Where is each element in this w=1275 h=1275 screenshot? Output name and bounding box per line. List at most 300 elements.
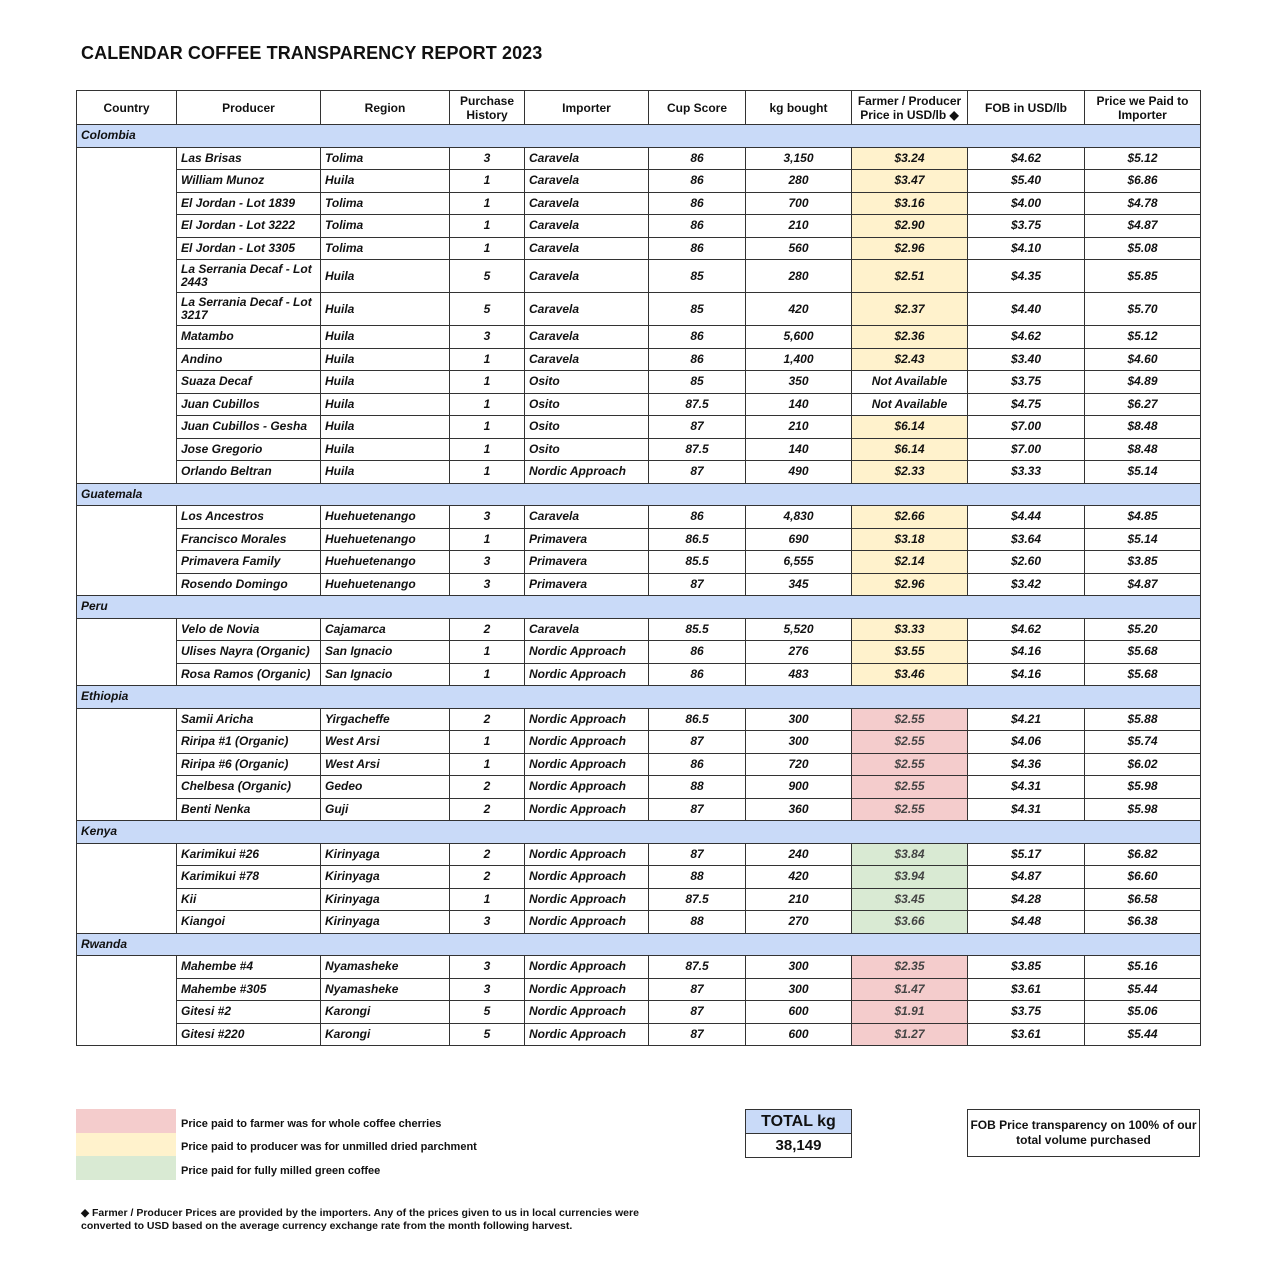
kg-bought-cell: 240 bbox=[746, 843, 852, 866]
cup-score-cell: 87 bbox=[649, 798, 746, 821]
price-paid-cell: $6.38 bbox=[1085, 911, 1201, 934]
producer-cell: Los Ancestros bbox=[177, 506, 321, 529]
kg-bought-cell: 4,830 bbox=[746, 506, 852, 529]
kg-bought-cell: 300 bbox=[746, 731, 852, 754]
country-spacer-cell bbox=[77, 1001, 177, 1024]
farmer-price-cell: $6.14 bbox=[852, 416, 968, 439]
purchase-history-cell: 2 bbox=[450, 798, 525, 821]
cup-score-cell: 86 bbox=[649, 506, 746, 529]
region-cell: Huehuetenango bbox=[321, 528, 450, 551]
producer-cell: Karimikui #78 bbox=[177, 866, 321, 889]
purchase-history-cell: 1 bbox=[450, 461, 525, 484]
importer-cell: Primavera bbox=[525, 573, 649, 596]
farmer-price-cell: $2.66 bbox=[852, 506, 968, 529]
fob-price-cell: $5.17 bbox=[968, 843, 1085, 866]
kg-bought-cell: 6,555 bbox=[746, 551, 852, 574]
importer-cell: Nordic Approach bbox=[525, 798, 649, 821]
fob-price-cell: $3.75 bbox=[968, 1001, 1085, 1024]
fob-price-cell: $3.75 bbox=[968, 215, 1085, 238]
fob-price-cell: $4.44 bbox=[968, 506, 1085, 529]
header-fob: FOB in USD/lb bbox=[968, 91, 1085, 125]
producer-cell: Rosa Ramos (Organic) bbox=[177, 663, 321, 686]
purchase-history-cell: 1 bbox=[450, 663, 525, 686]
price-paid-cell: $5.12 bbox=[1085, 147, 1201, 170]
cup-score-cell: 87 bbox=[649, 416, 746, 439]
farmer-price-cell: $1.91 bbox=[852, 1001, 968, 1024]
color-legend bbox=[76, 1109, 477, 1180]
report-title: CALENDAR COFFEE TRANSPARENCY REPORT 2023 bbox=[81, 43, 543, 63]
importer-cell: Caravela bbox=[525, 170, 649, 193]
cup-score-cell: 85 bbox=[649, 371, 746, 394]
farmer-price-cell: $3.24 bbox=[852, 147, 968, 170]
table-row bbox=[77, 293, 1201, 326]
region-cell: Huila bbox=[321, 260, 450, 293]
header-row bbox=[77, 91, 1201, 125]
region-cell: Nyamasheke bbox=[321, 956, 450, 979]
table-row bbox=[77, 393, 1201, 416]
header-farmer-price: Farmer / Producer Price in USD/lb ◆ bbox=[852, 91, 968, 125]
price-paid-cell: $5.08 bbox=[1085, 237, 1201, 260]
fob-price-cell: $3.61 bbox=[968, 978, 1085, 1001]
producer-cell: Riripa #1 (Organic) bbox=[177, 731, 321, 754]
cup-score-cell: 86 bbox=[649, 753, 746, 776]
farmer-price-cell: $3.47 bbox=[852, 170, 968, 193]
fob-price-cell: $4.62 bbox=[968, 326, 1085, 349]
producer-cell: Suaza Decaf bbox=[177, 371, 321, 394]
header-country: Country bbox=[77, 91, 177, 125]
purchase-history-cell: 3 bbox=[450, 911, 525, 934]
kg-bought-cell: 900 bbox=[746, 776, 852, 799]
purchase-history-cell: 1 bbox=[450, 753, 525, 776]
farmer-price-cell: $2.37 bbox=[852, 293, 968, 326]
price-paid-cell: $3.85 bbox=[1085, 551, 1201, 574]
cup-score-cell: 86 bbox=[649, 641, 746, 664]
cup-score-cell: 86 bbox=[649, 348, 746, 371]
country-spacer-cell bbox=[77, 641, 177, 664]
purchase-history-cell: 3 bbox=[450, 573, 525, 596]
farmer-price-cell: $1.47 bbox=[852, 978, 968, 1001]
total-kg-value: 38,149 bbox=[775, 1137, 822, 1154]
price-paid-cell: $6.58 bbox=[1085, 888, 1201, 911]
farmer-price-cell: $2.55 bbox=[852, 753, 968, 776]
farmer-price-cell: $2.14 bbox=[852, 551, 968, 574]
header-region: Region bbox=[321, 91, 450, 125]
purchase-history-cell: 1 bbox=[450, 348, 525, 371]
country-spacer-cell bbox=[77, 1023, 177, 1046]
importer-cell: Nordic Approach bbox=[525, 708, 649, 731]
table-row bbox=[77, 438, 1201, 461]
importer-cell: Osito bbox=[525, 416, 649, 439]
producer-cell: El Jordan - Lot 3305 bbox=[177, 237, 321, 260]
kg-bought-cell: 483 bbox=[746, 663, 852, 686]
importer-cell: Primavera bbox=[525, 551, 649, 574]
country-spacer-cell bbox=[77, 260, 177, 293]
price-paid-cell: $8.48 bbox=[1085, 416, 1201, 439]
producer-cell: William Munoz bbox=[177, 170, 321, 193]
table-row bbox=[77, 753, 1201, 776]
country-name: Guatemala bbox=[77, 483, 1201, 506]
fob-price-cell: $4.48 bbox=[968, 911, 1085, 934]
purchase-history-cell: 2 bbox=[450, 843, 525, 866]
region-cell: San Ignacio bbox=[321, 663, 450, 686]
importer-cell: Nordic Approach bbox=[525, 1001, 649, 1024]
purchase-history-cell: 1 bbox=[450, 393, 525, 416]
producer-cell: Velo de Novia bbox=[177, 618, 321, 641]
farmer-price-cell: $2.55 bbox=[852, 708, 968, 731]
country-spacer-cell bbox=[77, 731, 177, 754]
kg-bought-cell: 720 bbox=[746, 753, 852, 776]
price-paid-cell: $6.82 bbox=[1085, 843, 1201, 866]
region-cell: Huehuetenango bbox=[321, 506, 450, 529]
cup-score-cell: 86 bbox=[649, 237, 746, 260]
kg-bought-cell: 345 bbox=[746, 573, 852, 596]
cup-score-cell: 88 bbox=[649, 866, 746, 889]
price-paid-cell: $5.44 bbox=[1085, 1023, 1201, 1046]
fob-price-cell: $5.40 bbox=[968, 170, 1085, 193]
importer-cell: Caravela bbox=[525, 506, 649, 529]
producer-cell: La Serrania Decaf - Lot 2443 bbox=[177, 260, 321, 293]
price-paid-cell: $6.60 bbox=[1085, 866, 1201, 889]
table-row bbox=[77, 461, 1201, 484]
purchase-history-cell: 1 bbox=[450, 237, 525, 260]
region-cell: Kirinyaga bbox=[321, 888, 450, 911]
cup-score-cell: 86.5 bbox=[649, 708, 746, 731]
table-row bbox=[77, 866, 1201, 889]
price-paid-cell: $5.85 bbox=[1085, 260, 1201, 293]
legend-swatch-green bbox=[76, 1156, 176, 1180]
table-row bbox=[77, 371, 1201, 394]
fob-price-cell: $3.85 bbox=[968, 956, 1085, 979]
kg-bought-cell: 140 bbox=[746, 438, 852, 461]
kg-bought-cell: 300 bbox=[746, 708, 852, 731]
price-paid-cell: $5.20 bbox=[1085, 618, 1201, 641]
producer-cell: Mahembe #305 bbox=[177, 978, 321, 1001]
farmer-price-cell: $2.33 bbox=[852, 461, 968, 484]
farmer-price-cell: $3.33 bbox=[852, 618, 968, 641]
country-name: Peru bbox=[77, 596, 1201, 619]
fob-price-cell: $3.61 bbox=[968, 1023, 1085, 1046]
cup-score-cell: 86 bbox=[649, 326, 746, 349]
fob-price-cell: $3.33 bbox=[968, 461, 1085, 484]
country-spacer-cell bbox=[77, 866, 177, 889]
purchase-history-cell: 5 bbox=[450, 260, 525, 293]
country-spacer-cell bbox=[77, 956, 177, 979]
importer-cell: Caravela bbox=[525, 618, 649, 641]
price-paid-cell: $5.14 bbox=[1085, 461, 1201, 484]
price-paid-cell: $4.85 bbox=[1085, 506, 1201, 529]
header-kg-bought: kg bought bbox=[746, 91, 852, 125]
region-cell: Tolima bbox=[321, 215, 450, 238]
table-row bbox=[77, 326, 1201, 349]
producer-cell: Andino bbox=[177, 348, 321, 371]
price-paid-cell: $5.16 bbox=[1085, 956, 1201, 979]
table-row bbox=[77, 663, 1201, 686]
purchase-history-cell: 5 bbox=[450, 293, 525, 326]
region-cell: Kirinyaga bbox=[321, 843, 450, 866]
cup-score-cell: 87 bbox=[649, 731, 746, 754]
price-paid-cell: $5.74 bbox=[1085, 731, 1201, 754]
legend-item-green bbox=[76, 1156, 477, 1180]
farmer-price-cell: $3.66 bbox=[852, 911, 968, 934]
importer-cell: Caravela bbox=[525, 147, 649, 170]
region-cell: San Ignacio bbox=[321, 641, 450, 664]
producer-cell: Mahembe #4 bbox=[177, 956, 321, 979]
country-spacer-cell bbox=[77, 348, 177, 371]
cup-score-cell: 85 bbox=[649, 293, 746, 326]
purchase-history-cell: 1 bbox=[450, 170, 525, 193]
farmer-price-cell: $2.43 bbox=[852, 348, 968, 371]
table-row bbox=[77, 573, 1201, 596]
country-group-row bbox=[77, 596, 1201, 619]
importer-cell: Nordic Approach bbox=[525, 956, 649, 979]
purchase-history-cell: 2 bbox=[450, 866, 525, 889]
legend-label-parchment: Price paid to producer was for unmilled dried parchment bbox=[181, 1141, 477, 1154]
purchase-history-cell: 3 bbox=[450, 506, 525, 529]
farmer-price-cell: $2.90 bbox=[852, 215, 968, 238]
kg-bought-cell: 5,600 bbox=[746, 326, 852, 349]
cup-score-cell: 87 bbox=[649, 461, 746, 484]
producer-cell: Benti Nenka bbox=[177, 798, 321, 821]
importer-cell: Primavera bbox=[525, 528, 649, 551]
importer-cell: Caravela bbox=[525, 348, 649, 371]
country-spacer-cell bbox=[77, 147, 177, 170]
price-paid-cell: $5.44 bbox=[1085, 978, 1201, 1001]
region-cell: Huila bbox=[321, 371, 450, 394]
farmer-price-cell: $3.84 bbox=[852, 843, 968, 866]
country-spacer-cell bbox=[77, 708, 177, 731]
cup-score-cell: 85.5 bbox=[649, 551, 746, 574]
country-spacer-cell bbox=[77, 215, 177, 238]
purchase-history-cell: 1 bbox=[450, 192, 525, 215]
importer-cell: Caravela bbox=[525, 260, 649, 293]
price-paid-cell: $4.87 bbox=[1085, 573, 1201, 596]
cup-score-cell: 88 bbox=[649, 911, 746, 934]
kg-bought-cell: 1,400 bbox=[746, 348, 852, 371]
cup-score-cell: 88 bbox=[649, 776, 746, 799]
kg-bought-cell: 280 bbox=[746, 170, 852, 193]
country-name: Colombia bbox=[77, 125, 1201, 148]
fob-price-cell: $3.42 bbox=[968, 573, 1085, 596]
country-spacer-cell bbox=[77, 326, 177, 349]
fob-price-cell: $4.62 bbox=[968, 618, 1085, 641]
table-row bbox=[77, 551, 1201, 574]
region-cell: Guji bbox=[321, 798, 450, 821]
price-paid-cell: $5.68 bbox=[1085, 641, 1201, 664]
price-paid-cell: $5.14 bbox=[1085, 528, 1201, 551]
farmer-price-cell: $3.55 bbox=[852, 641, 968, 664]
purchase-history-cell: 1 bbox=[450, 641, 525, 664]
total-kg-label: TOTAL kg bbox=[746, 1110, 851, 1134]
legend-swatch-cherry bbox=[76, 1109, 176, 1133]
country-spacer-cell bbox=[77, 237, 177, 260]
producer-cell: Kii bbox=[177, 888, 321, 911]
header-importer: Importer bbox=[525, 91, 649, 125]
importer-cell: Nordic Approach bbox=[525, 866, 649, 889]
importer-cell: Caravela bbox=[525, 192, 649, 215]
producer-cell: Ulises Nayra (Organic) bbox=[177, 641, 321, 664]
price-paid-cell: $5.98 bbox=[1085, 798, 1201, 821]
table-row bbox=[77, 192, 1201, 215]
farmer-price-cell: $2.36 bbox=[852, 326, 968, 349]
farmer-price-cell: $1.27 bbox=[852, 1023, 968, 1046]
country-spacer-cell bbox=[77, 393, 177, 416]
fob-price-cell: $4.00 bbox=[968, 192, 1085, 215]
region-cell: Huila bbox=[321, 438, 450, 461]
price-paid-cell: $4.87 bbox=[1085, 215, 1201, 238]
kg-bought-cell: 210 bbox=[746, 215, 852, 238]
fob-transparency-note: FOB Price transparency on 100% of our total volume purchased bbox=[967, 1109, 1200, 1157]
farmer-price-cell: $2.51 bbox=[852, 260, 968, 293]
cup-score-cell: 86 bbox=[649, 192, 746, 215]
purchase-history-cell: 1 bbox=[450, 215, 525, 238]
cup-score-cell: 87.5 bbox=[649, 956, 746, 979]
producer-cell: Primavera Family bbox=[177, 551, 321, 574]
purchase-history-cell: 3 bbox=[450, 978, 525, 1001]
producer-cell: Las Brisas bbox=[177, 147, 321, 170]
farmer-price-cell: $6.14 bbox=[852, 438, 968, 461]
region-cell: Nyamasheke bbox=[321, 978, 450, 1001]
fob-price-cell: $7.00 bbox=[968, 438, 1085, 461]
kg-bought-cell: 600 bbox=[746, 1023, 852, 1046]
importer-cell: Nordic Approach bbox=[525, 641, 649, 664]
kg-bought-cell: 350 bbox=[746, 371, 852, 394]
table-row bbox=[77, 147, 1201, 170]
fob-price-cell: $4.16 bbox=[968, 641, 1085, 664]
cup-score-cell: 87 bbox=[649, 1001, 746, 1024]
country-spacer-cell bbox=[77, 911, 177, 934]
farmer-price-cell: $3.45 bbox=[852, 888, 968, 911]
country-name: Rwanda bbox=[77, 933, 1201, 956]
cup-score-cell: 87 bbox=[649, 978, 746, 1001]
farmer-price-cell: $2.96 bbox=[852, 573, 968, 596]
kg-bought-cell: 560 bbox=[746, 237, 852, 260]
table-row bbox=[77, 911, 1201, 934]
fob-price-cell: $4.31 bbox=[968, 798, 1085, 821]
purchase-history-cell: 5 bbox=[450, 1023, 525, 1046]
legend-item-cherry bbox=[76, 1109, 477, 1133]
kg-bought-cell: 600 bbox=[746, 1001, 852, 1024]
region-cell: Kirinyaga bbox=[321, 911, 450, 934]
fob-price-cell: $4.36 bbox=[968, 753, 1085, 776]
region-cell: Huila bbox=[321, 293, 450, 326]
country-spacer-cell bbox=[77, 416, 177, 439]
footnote: ◆ Farmer / Producer Prices are provided by the importers. Any of the prices given to us in local currencies were converted to USD based on the average currency exchange rate from the month following harvest. bbox=[81, 1207, 639, 1232]
table-row bbox=[77, 528, 1201, 551]
fob-price-cell: $7.00 bbox=[968, 416, 1085, 439]
producer-cell: El Jordan - Lot 3222 bbox=[177, 215, 321, 238]
header-producer: Producer bbox=[177, 91, 321, 125]
legend-item-parchment bbox=[76, 1133, 477, 1157]
importer-cell: Nordic Approach bbox=[525, 1023, 649, 1046]
price-paid-cell: $5.06 bbox=[1085, 1001, 1201, 1024]
fob-price-cell: $4.21 bbox=[968, 708, 1085, 731]
kg-bought-cell: 300 bbox=[746, 956, 852, 979]
kg-bought-cell: 3,150 bbox=[746, 147, 852, 170]
country-spacer-cell bbox=[77, 293, 177, 326]
region-cell: Kirinyaga bbox=[321, 866, 450, 889]
farmer-price-cell: $2.55 bbox=[852, 798, 968, 821]
kg-bought-cell: 420 bbox=[746, 293, 852, 326]
country-spacer-cell bbox=[77, 192, 177, 215]
price-paid-cell: $4.78 bbox=[1085, 192, 1201, 215]
producer-cell: Rosendo Domingo bbox=[177, 573, 321, 596]
kg-bought-cell: 690 bbox=[746, 528, 852, 551]
farmer-price-cell: Not Available bbox=[852, 371, 968, 394]
table-row bbox=[77, 843, 1201, 866]
purchase-history-cell: 3 bbox=[450, 956, 525, 979]
importer-cell: Nordic Approach bbox=[525, 843, 649, 866]
price-paid-cell: $4.60 bbox=[1085, 348, 1201, 371]
farmer-price-cell: $3.94 bbox=[852, 866, 968, 889]
kg-bought-cell: 420 bbox=[746, 866, 852, 889]
importer-cell: Caravela bbox=[525, 215, 649, 238]
country-spacer-cell bbox=[77, 843, 177, 866]
table-row bbox=[77, 170, 1201, 193]
purchase-history-cell: 3 bbox=[450, 551, 525, 574]
country-spacer-cell bbox=[77, 551, 177, 574]
fob-price-cell: $4.28 bbox=[968, 888, 1085, 911]
region-cell: Karongi bbox=[321, 1023, 450, 1046]
producer-cell: Riripa #6 (Organic) bbox=[177, 753, 321, 776]
fob-price-cell: $2.60 bbox=[968, 551, 1085, 574]
country-name: Ethiopia bbox=[77, 686, 1201, 709]
table-row bbox=[77, 506, 1201, 529]
purchase-history-cell: 2 bbox=[450, 708, 525, 731]
kg-bought-cell: 276 bbox=[746, 641, 852, 664]
table-body bbox=[77, 125, 1201, 1046]
producer-cell: Karimikui #26 bbox=[177, 843, 321, 866]
table-row bbox=[77, 776, 1201, 799]
country-spacer-cell bbox=[77, 371, 177, 394]
producer-cell: El Jordan - Lot 1839 bbox=[177, 192, 321, 215]
purchase-history-cell: 1 bbox=[450, 528, 525, 551]
kg-bought-cell: 270 bbox=[746, 911, 852, 934]
fob-price-cell: $4.16 bbox=[968, 663, 1085, 686]
cup-score-cell: 86.5 bbox=[649, 528, 746, 551]
region-cell: Huehuetenango bbox=[321, 573, 450, 596]
table-row bbox=[77, 708, 1201, 731]
fob-price-cell: $3.40 bbox=[968, 348, 1085, 371]
importer-cell: Nordic Approach bbox=[525, 461, 649, 484]
region-cell: Huila bbox=[321, 348, 450, 371]
fob-price-cell: $4.40 bbox=[968, 293, 1085, 326]
importer-cell: Caravela bbox=[525, 237, 649, 260]
legend-label-green: Price paid for fully milled green coffee bbox=[181, 1164, 381, 1177]
region-cell: Huila bbox=[321, 393, 450, 416]
region-cell: Huila bbox=[321, 416, 450, 439]
country-spacer-cell bbox=[77, 438, 177, 461]
header-cup-score: Cup Score bbox=[649, 91, 746, 125]
legend-swatch-parchment bbox=[76, 1133, 176, 1157]
farmer-price-cell: Not Available bbox=[852, 393, 968, 416]
legend-label-cherry: Price paid to farmer was for whole coffee cherries bbox=[181, 1117, 442, 1130]
region-cell: Tolima bbox=[321, 192, 450, 215]
country-group-row bbox=[77, 686, 1201, 709]
cup-score-cell: 85 bbox=[649, 260, 746, 293]
table-row bbox=[77, 731, 1201, 754]
producer-cell: Juan Cubillos bbox=[177, 393, 321, 416]
cup-score-cell: 87 bbox=[649, 573, 746, 596]
producer-cell: Samii Aricha bbox=[177, 708, 321, 731]
table-row bbox=[77, 1001, 1201, 1024]
importer-cell: Caravela bbox=[525, 326, 649, 349]
purchase-history-cell: 1 bbox=[450, 731, 525, 754]
fob-price-cell: $4.35 bbox=[968, 260, 1085, 293]
country-spacer-cell bbox=[77, 798, 177, 821]
country-spacer-cell bbox=[77, 170, 177, 193]
table-row bbox=[77, 260, 1201, 293]
fob-price-cell: $4.10 bbox=[968, 237, 1085, 260]
